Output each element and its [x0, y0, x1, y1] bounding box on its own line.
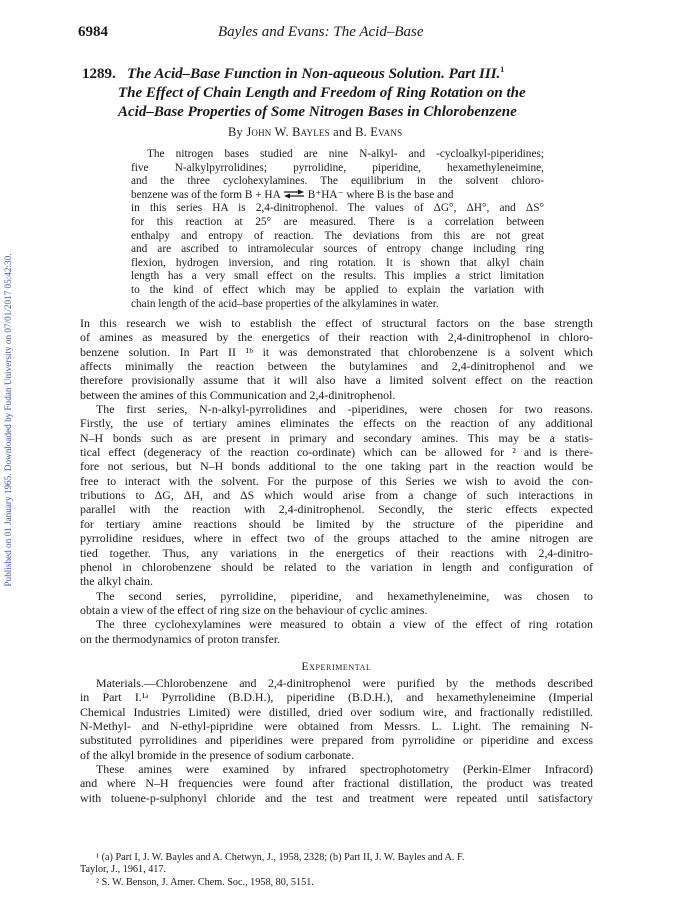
abstract-line: for this reaction at 25° are measured. There is a correlation between [131, 215, 544, 228]
body-line: pyrrolidine residues, where in effect two of the groups attached to the amine nitrogen are [80, 531, 593, 546]
body-line: benzene solution. In Part II ¹ᵇ it was demonstrated that chlorobenzene is a solvent which [80, 344, 593, 359]
body-line: phenol in chlorobenzene should be related to the variation in length and configuration of [80, 559, 593, 574]
title-text-1: The Acid–Base Function in Non-aqueous Solution. Part III. [127, 66, 501, 82]
body-section-introduction [80, 316, 593, 646]
running-title: Bayles and Evans: The Acid–Base [218, 24, 424, 40]
body-line: parallel with the reaction with 2,4-dinitrophenol. Secondly, the steric effects expected [80, 502, 593, 517]
download-watermark-text: Published on 01 January 1965. Downloaded by Fudan University on 07/01/2017 05:42:30. [3, 253, 13, 587]
body-section-experimental [80, 676, 593, 805]
body-line: obtain a view of the effect of ring size on the behaviour of cyclic amines. [80, 602, 428, 617]
abstract-line: in this series HA is 2,4-dinitrophenol. The values of ΔG°, ΔH°, and ΔS° [131, 202, 544, 215]
body-line: of amines as measured by the energetics of their reaction with 2,4-dinitrophenol in chloro- [80, 330, 593, 345]
page-number: 6984 [78, 24, 108, 40]
body-line: between the amines of this Communication and 2,4-dinitrophenol. [80, 387, 396, 402]
body-line: The first series, N-n-alkyl-pyrrolidines and -piperidines, were chosen for two reasons. [96, 402, 593, 417]
title-line-3: Acid–Base Properties of Some Nitrogen Bases in Chlorobenzene [118, 104, 517, 120]
running-head [78, 24, 618, 44]
abstract-line: and are ascribed to intramolecular sources of entropy change including ring [131, 243, 544, 256]
byline-and: and [333, 125, 352, 139]
article-title [82, 65, 596, 122]
footnotes [80, 852, 593, 889]
body-line: and where N–H frequencies were found after fractional distillation, the product was treated [80, 776, 593, 791]
body-line: tributions to ΔG, ΔH, and ΔS which would arise from a change of such interactions in [80, 488, 593, 503]
abstract-line: and the three cyclohexylamines. The equilibrium in the solvent chloro- [131, 175, 544, 188]
byline [228, 125, 402, 140]
body-line: The second series, pyrrolidine, piperidine, and hexamethyleneimine, was chosen to [96, 588, 593, 603]
body-line: N–H bonds such as are present in primary and secondary amines. This may be a statis- [80, 430, 593, 445]
body-line: substituted pyrrolidines and piperidines were prepared from pyrrolidine or piperidine and excess [80, 733, 593, 748]
body-line: for tertiary amine reactions should be limited by the structure of the piperidine and [80, 516, 593, 531]
body-line: tied together. Thus, any variations in the energetics of their reactions with 2,4-dinitro- [80, 545, 593, 560]
title-line-2: The Effect of Chain Length and Freedom of Ring Rotation on the [118, 85, 526, 101]
equation-left: benzene was of the form B + HA [131, 188, 281, 201]
footnote-2: ² S. W. Benson, J. Amer. Chem. Soc., 1958, 80, 5151. [96, 876, 314, 888]
article-number: 1289. [82, 66, 116, 82]
title-footnote-mark: 1 [500, 65, 505, 74]
author-1: John W. Bayles [246, 125, 330, 139]
body-line: tical effect (degeneracy of the reaction co-ordinate) which can be allowed for ² and is there- [80, 445, 593, 460]
body-line: therefore provisionally assume that it will also have a limited solvent effect on the reaction [80, 373, 593, 388]
download-watermark [1, 150, 15, 690]
abstract-line: flexion, hydrogen inversion, and ring rotation. It is shown that alkyl chain [131, 256, 544, 269]
body-line: on the thermodynamics of proton transfer. [80, 631, 281, 646]
title-line-1 [82, 65, 596, 84]
body-line: In this research we wish to establish the effect of structural factors on the base strength [80, 316, 593, 330]
body-line: with toluene-p-sulphonyl chloride and the test and treatment were repeated until satisfactory [80, 790, 593, 805]
body-line: These amines were examined by infrared spectrophotometry (Perkin-Elmer Infracord) [96, 762, 593, 777]
body-line: The three cyclohexylamines were measured to obtain a view of the effect of ring rotation [96, 617, 593, 632]
body-line: of the alkyl bromide in the presence of sodium carbonate. [80, 747, 355, 762]
body-line: Firstly, the use of tertiary amines eliminates the effects on the reaction of any additional [80, 416, 593, 431]
footnote-1-continued: Taylor, J., 1961, 417. [80, 864, 167, 876]
byline-by: By [228, 125, 243, 139]
body-line: free to interact with the solvent. For the purpose of this Series we wish to avoid the con- [80, 473, 593, 488]
body-line: fore not serious, but N–H bonds additional to the one taking part in the reaction would be [80, 459, 593, 474]
body-line: Materials.—Chlorobenzene and 2,4-dinitrophenol were purified by the methods described [96, 676, 593, 690]
abstract-line: The nitrogen bases studied are nine N-alkyl- and -cycloalkyl-piperidines; [147, 148, 544, 160]
abstract-line-equilibrium [131, 189, 544, 203]
section-heading-experimental: Experimental [301, 661, 372, 673]
body-line: N-Methyl- and N-ethyl-pipridine were obtained from Messrs. L. Light. The remaining N- [80, 719, 593, 734]
abstract-line: five N-alkylpyrrolidines; pyrrolidine, piperidine, hexamethyleneimine, [131, 161, 544, 174]
body-line: the alkyl chain. [80, 574, 153, 589]
author-2: B. Evans [355, 125, 403, 139]
abstract-line: to the kind of effect which may be applied to explain the variation with [131, 283, 544, 296]
abstract [131, 148, 544, 311]
abstract-line: enthalpy and entropy of reaction. The deviations from this are not great [131, 229, 544, 242]
footnote-1: ¹ (a) Part I, J. W. Bayles and A. Chetwyn, J., 1958, 2328; (b) Part II, J. W. Bayles and A. F. [96, 852, 465, 863]
body-line: affects minimally the reaction between the butylamines and 2,4-dinitrophenol and we [80, 359, 593, 374]
equilibrium-arrow-icon [283, 189, 305, 199]
equation-right: B⁺HA⁻ where B is the base and [307, 188, 454, 201]
abstract-line: chain length of the acid–base properties of the alkylamines in water. [131, 297, 439, 310]
body-line: Chemical Industries Limited) were distilled, dried over sodium wire, and fractionally redistilled. [80, 704, 593, 719]
body-line: in Part I.¹ᵃ Pyrrolidine (B.D.H.), piperidine (B.D.H.), and hexamethyleneimine (Imperial [80, 690, 593, 705]
abstract-line: length has a very small effect on the results. This implies a strict limitation [131, 270, 544, 283]
